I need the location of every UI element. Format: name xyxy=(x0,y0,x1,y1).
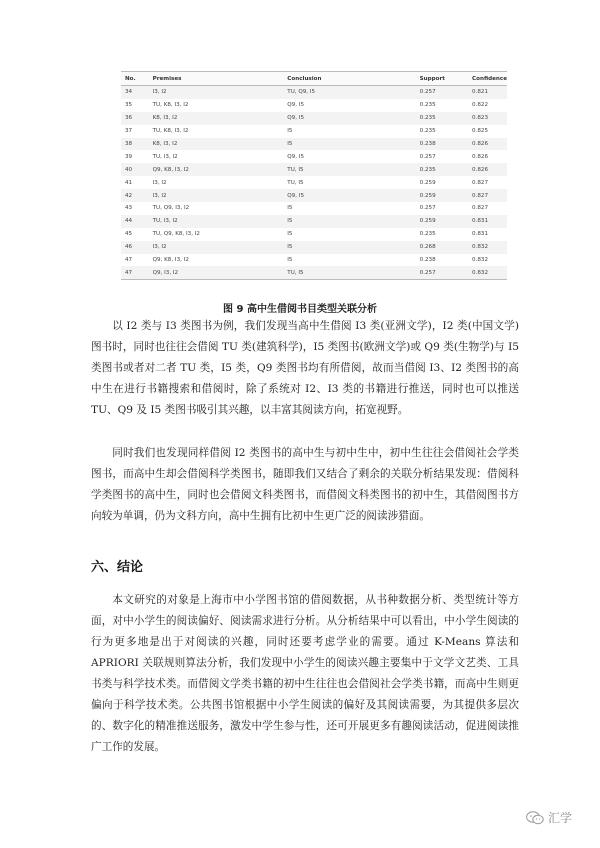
cell-premises: K8, I3, I2 xyxy=(149,138,284,151)
cell-confidence: 0.832 xyxy=(468,254,507,267)
table-row xyxy=(121,150,507,163)
table-row xyxy=(121,112,507,125)
cell-no: 34 xyxy=(121,86,149,99)
table-row xyxy=(121,228,507,241)
table-row xyxy=(121,176,507,189)
cell-premises: TU, K8, I3, I2 xyxy=(149,125,284,138)
cell-conclusion: I5 xyxy=(283,241,415,254)
column-header-conclusion: Conclusion xyxy=(283,72,415,86)
cell-premises: TU, Q9, I3, I2 xyxy=(149,202,284,215)
body-paragraph: 本文研究的对象是上海市中小学图书馆的借阅数据，从书种数据分析、类型统计等方面，对中小学生的阅读偏好、阅读需求进行分析。从分析结果中可以看出，中小学生阅读的行为更多地是出于对阅读的兴趣，同时还要考虑学业的需要。通过 K-Means 算法和 APRIORI 关联规则算法分析，我们发现中小学生的阅读兴趣主要集中于文学文艺类、工具书类与科学技术类。而借阅文学类书籍的初中生往往也会借阅社会学类书籍，而高中生则更偏向于科学技术类。公共图书馆根据中小学生阅读的偏好及其阅读需要，为其提供多层次的、数字化的精准推送服务，激发中学生参与性，还可开展更多有趣阅读活动，促进阅读推广工作的发展。 xyxy=(91,594,519,753)
cell-support: 0.235 xyxy=(416,163,468,176)
cell-conclusion: I5 xyxy=(283,138,415,151)
cell-conclusion: TU, I5 xyxy=(283,176,415,189)
cell-no: 40 xyxy=(121,163,149,176)
cell-support: 0.259 xyxy=(416,189,468,202)
cell-confidence: 0.823 xyxy=(468,112,507,125)
table-row xyxy=(121,189,507,202)
table-row xyxy=(121,215,507,228)
cell-no: 38 xyxy=(121,138,149,151)
column-header-no: No. xyxy=(121,72,149,86)
cell-confidence: 0.822 xyxy=(468,99,507,112)
body-paragraph: 以 I2 类与 I3 类图书为例，我们发现当高中生借阅 I3 类(亚洲文学)，I2 类(中国文学)图书时，同时也往往会借阅 TU 类(建筑科学)，I5 类图书(欧洲文学)或 Q9 类(生物学)与 I5 类图书或者对二者 TU 类，I5 类，Q9 类图书均有所借阅，故而当借阅 I3、I2 类图书的高中生在进行书籍搜索和借阅时，除了系统对 I2、I3 类的书籍进行推送，同时也可以推送 TU、Q9 及 I5 类图书吸引其兴趣，以丰富其阅读方向，拓宽视野。 xyxy=(91,320,519,416)
cell-premises: TU, Q9, K8, I3, I2 xyxy=(149,228,284,241)
column-header-confidence: Confidence xyxy=(468,72,507,86)
column-header-premises: Premises xyxy=(149,72,284,86)
body-paragraph: 同时我们也发现同样借阅 I2 类图书的高中生与初中生中，初中生往往会借阅社会学类图书，而高中生却会借阅科学类图书，随即我们又结合了剩余的关联分析结果发现：借阅科学类图书的高中生，同时也会借阅文科类图书，而借阅文科类图书的初中生，其借阅图书方向较为单调，仍为文科方向，高中生拥有比初中生更广泛的阅读涉猎面。 xyxy=(91,447,519,522)
cell-support: 0.235 xyxy=(416,99,468,112)
cell-conclusion: I5 xyxy=(283,202,415,215)
table-row xyxy=(121,125,507,138)
cell-confidence: 0.827 xyxy=(468,176,507,189)
cell-premises: TU, I3, I2 xyxy=(149,215,284,228)
cell-no: 45 xyxy=(121,228,149,241)
table-row xyxy=(121,241,507,254)
cell-premises: I3, I2 xyxy=(149,176,284,189)
cell-premises: I3, I2 xyxy=(149,241,284,254)
cell-support: 0.235 xyxy=(416,125,468,138)
cell-no: 43 xyxy=(121,202,149,215)
cell-no: 39 xyxy=(121,150,149,163)
table-row xyxy=(121,138,507,151)
cell-support: 0.259 xyxy=(416,176,468,189)
cell-support: 0.257 xyxy=(416,86,468,99)
cell-support: 0.238 xyxy=(416,138,468,151)
association-rules-table xyxy=(121,71,507,280)
table-row xyxy=(121,99,507,112)
table-row xyxy=(121,202,507,215)
cell-premises: TU, K8, I3, I2 xyxy=(149,99,284,112)
cell-confidence: 0.832 xyxy=(468,266,507,279)
cell-conclusion: Q9, I5 xyxy=(283,112,415,125)
cell-support: 0.257 xyxy=(416,150,468,163)
cell-conclusion: TU, I5 xyxy=(283,266,415,279)
cell-conclusion: TU, Q9, I5 xyxy=(283,86,415,99)
figure-caption: 图 9 高中生借阅书目类型关联分析 xyxy=(223,304,377,315)
cell-confidence: 0.825 xyxy=(468,125,507,138)
table-body xyxy=(121,86,507,280)
table-row xyxy=(121,266,507,279)
cell-support: 0.238 xyxy=(416,254,468,267)
cell-no: 47 xyxy=(121,254,149,267)
cell-premises: K8, I3, I2 xyxy=(149,112,284,125)
cell-premises: TU, I3, I2 xyxy=(149,150,284,163)
cell-no: 42 xyxy=(121,189,149,202)
cell-support: 0.268 xyxy=(416,241,468,254)
cell-confidence: 0.827 xyxy=(468,202,507,215)
cell-conclusion: I5 xyxy=(283,254,415,267)
cell-no: 37 xyxy=(121,125,149,138)
cell-support: 0.257 xyxy=(416,202,468,215)
cell-confidence: 0.821 xyxy=(468,86,507,99)
table-row xyxy=(121,163,507,176)
cell-conclusion: Q9, I5 xyxy=(283,99,415,112)
cell-no: 46 xyxy=(121,241,149,254)
cell-support: 0.259 xyxy=(416,215,468,228)
cell-support: 0.235 xyxy=(416,228,468,241)
cell-conclusion: Q9, I5 xyxy=(283,189,415,202)
table-row xyxy=(121,254,507,267)
cell-no: 47 xyxy=(121,266,149,279)
cell-conclusion: I5 xyxy=(283,228,415,241)
cell-confidence: 0.831 xyxy=(468,228,507,241)
cell-premises: Q9, I3, I2 xyxy=(149,266,284,279)
watermark xyxy=(526,809,572,826)
cell-no: 41 xyxy=(121,176,149,189)
cell-conclusion: I5 xyxy=(283,125,415,138)
cell-premises: Q9, K8, I3, I2 xyxy=(149,254,284,267)
cell-confidence: 0.832 xyxy=(468,241,507,254)
wechat-icon xyxy=(526,811,544,825)
cell-no: 35 xyxy=(121,99,149,112)
cell-no: 44 xyxy=(121,215,149,228)
cell-confidence: 0.826 xyxy=(468,138,507,151)
cell-no: 36 xyxy=(121,112,149,125)
table-row xyxy=(121,86,507,99)
cell-premises: I3, I2 xyxy=(149,189,284,202)
column-header-support: Support xyxy=(416,72,468,86)
cell-confidence: 0.826 xyxy=(468,163,507,176)
cell-conclusion: Q9, I5 xyxy=(283,150,415,163)
cell-support: 0.257 xyxy=(416,266,468,279)
cell-confidence: 0.831 xyxy=(468,215,507,228)
cell-premises: Q9, K8, I3, I2 xyxy=(149,163,284,176)
cell-confidence: 0.826 xyxy=(468,150,507,163)
cell-premises: I3, I2 xyxy=(149,86,284,99)
cell-conclusion: I5 xyxy=(283,215,415,228)
cell-support: 0.235 xyxy=(416,112,468,125)
table-header-row xyxy=(121,72,507,86)
watermark-text: 汇学 xyxy=(548,811,573,825)
cell-conclusion: TU, I5 xyxy=(283,163,415,176)
cell-confidence: 0.827 xyxy=(468,189,507,202)
section-heading-conclusion: 六、结论 xyxy=(91,560,144,575)
